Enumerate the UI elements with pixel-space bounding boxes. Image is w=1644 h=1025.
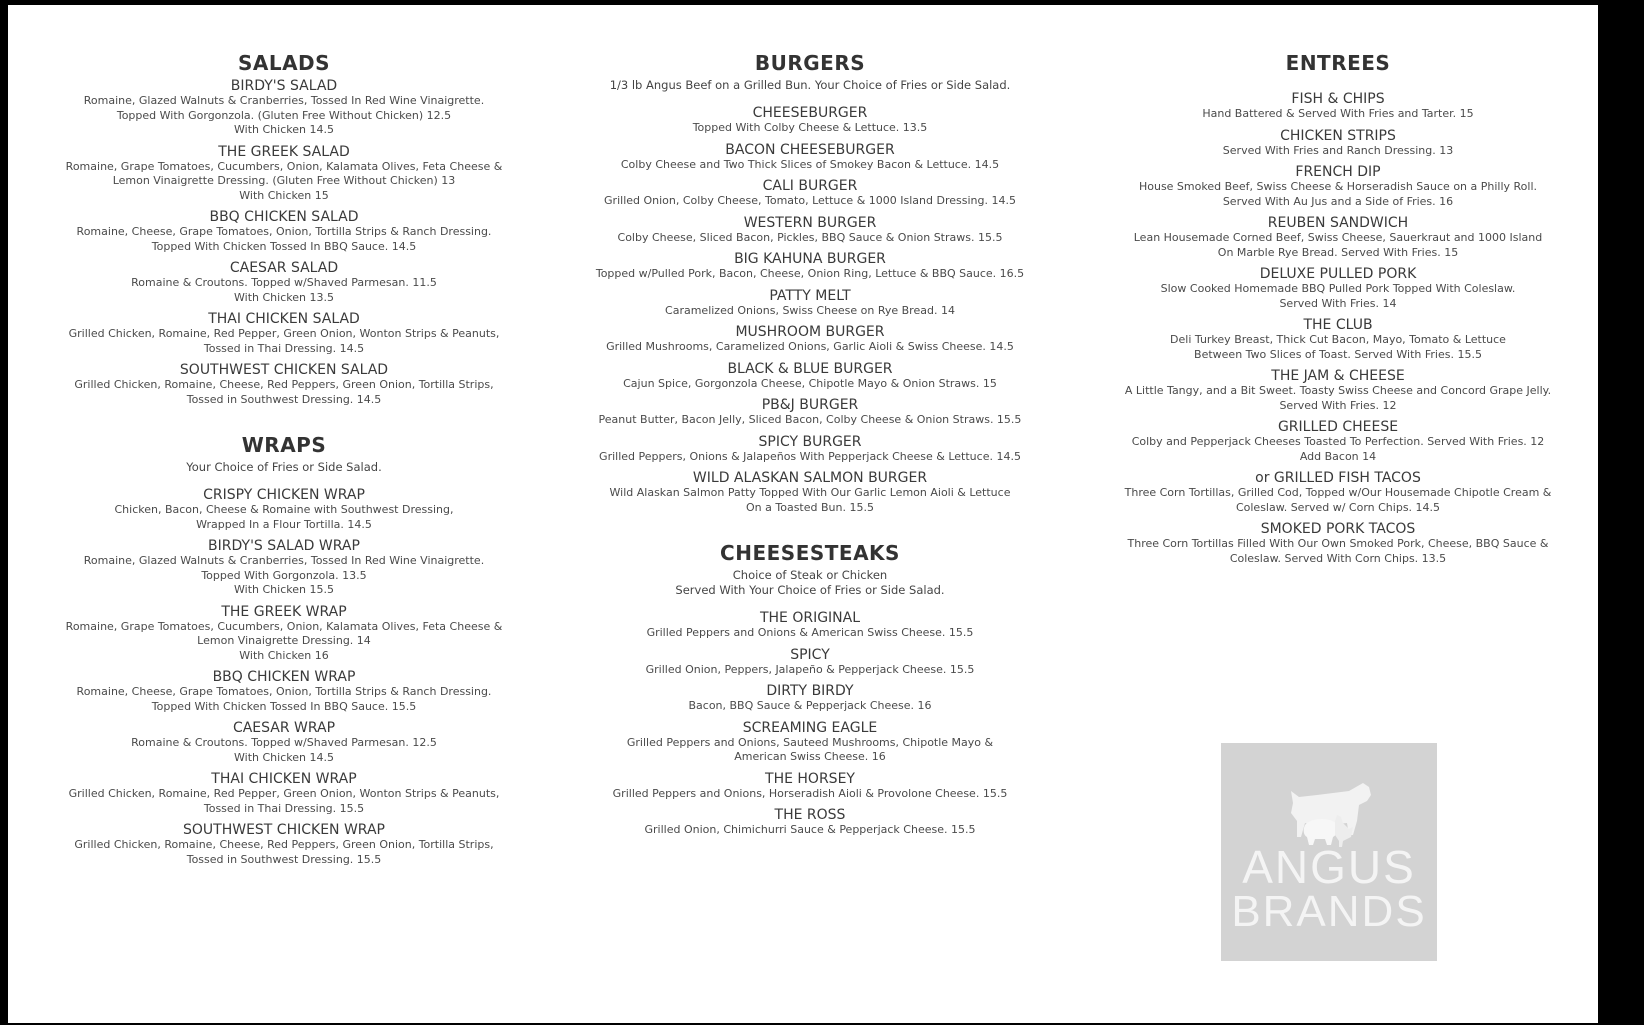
item-description: Lemon Vinaigrette Dressing. (Gluten Free Without Chicken) 13 <box>112 174 456 187</box>
item-name: CALI BURGER <box>762 178 858 194</box>
item-description: Three Corn Tortillas Filled With Our Own Smoked Pork, Cheese, BBQ Sauce & <box>1127 537 1549 550</box>
menu-item <box>580 361 1040 392</box>
item-name: BBQ CHICKEN WRAP <box>212 669 356 685</box>
section-salads <box>41 51 527 407</box>
logo-text-brands: BRANDS <box>1231 887 1427 936</box>
item-description: Romaine, Glazed Walnuts & Cranberries, Tossed In Red Wine Vinaigrette. <box>83 554 485 567</box>
item-name: THE ROSS <box>774 807 846 823</box>
item-description: Deli Turkey Breast, Thick Cut Bacon, Mayo, Tomato & Lettuce <box>1170 333 1506 346</box>
item-description: Tossed in Thai Dressing. 15.5 <box>203 801 365 815</box>
item-description: Hand Battered & Served With Fries and Tarter. 15 <box>1202 107 1474 120</box>
menu-item <box>580 324 1040 355</box>
item-name: WESTERN BURGER <box>743 214 877 231</box>
item-name: SMOKED PORK TACOS <box>1260 521 1416 537</box>
menu-item <box>580 771 1040 802</box>
menu-item <box>580 397 1040 428</box>
menu-item <box>1108 521 1568 566</box>
item-name: BIRDY'S SALAD <box>230 78 338 94</box>
item-name: THE JAM & CHEESE <box>1271 368 1405 384</box>
item-name: PB&J BURGER <box>761 397 859 413</box>
item-description: Grilled Onion, Peppers, Jalapeño & Pepperjack Cheese. 15.5 <box>645 662 975 676</box>
farm-animals-icon <box>1221 743 1437 961</box>
item-description: Romaine, Glazed Walnuts & Cranberries, Tossed In Red Wine Vinaigrette. <box>83 94 485 107</box>
menu-item <box>1108 368 1568 413</box>
item-description: On a Toasted Bun. 15.5 <box>746 500 874 514</box>
item-name: BIG KAHUNA BURGER <box>734 251 886 267</box>
item-name: THE HORSEY <box>765 770 855 787</box>
menu-item <box>41 362 527 407</box>
item-description: Wild Alaskan Salmon Patty Topped With Our Garlic Lemon Aioli & Lettuce <box>609 486 1011 499</box>
item-name: SPICY <box>790 646 830 663</box>
menu-item <box>580 720 1040 765</box>
item-description: Tossed in Southwest Dressing. 15.5 <box>186 852 382 866</box>
section-title-cheesesteaks: CHEESESTEAKS <box>720 541 900 565</box>
menu-item <box>580 807 1040 838</box>
item-description: Coleslaw. Served With Corn Chips. 13.5 <box>1229 551 1447 565</box>
section-subtitle: Choice of Steak or Chicken <box>732 568 888 582</box>
item-name: PATTY MELT <box>769 287 851 304</box>
menu-item <box>41 209 527 254</box>
item-name: SPICY BURGER <box>758 433 862 450</box>
item-description: Lean Housemade Corned Beef, Swiss Cheese, Sauerkraut and 1000 Island <box>1133 231 1543 244</box>
item-description: Served With Fries and Ranch Dressing. 13 <box>1222 143 1454 157</box>
item-name: BIRDY'S SALAD WRAP <box>208 538 360 554</box>
item-name: CHICKEN STRIPS <box>1280 127 1396 144</box>
column-left <box>41 51 527 867</box>
item-name: THE ORIGINAL <box>759 610 861 626</box>
section-subtitle: 1/3 lb Angus Beef on a Grilled Bun. Your Choice of Fries or Side Salad. <box>609 78 1011 92</box>
item-name: CRISPY CHICKEN WRAP <box>203 487 365 503</box>
column-right <box>1108 51 1568 566</box>
section-title-salads: SALADS <box>237 51 331 75</box>
menu-item <box>1108 317 1568 362</box>
section-entrees <box>1108 51 1568 566</box>
item-description: With Chicken 15.5 <box>234 583 334 596</box>
item-name: BLACK & BLUE BURGER <box>727 360 893 377</box>
item-description: Topped w/Pulled Pork, Bacon, Cheese, Onion Ring, Lettuce & BBQ Sauce. 16.5 <box>595 267 1025 280</box>
item-description: Caramelized Onions, Swiss Cheese on Rye Bread. 14 <box>665 303 955 317</box>
menu-item <box>41 538 527 598</box>
item-description: Topped With Gorgonzola. 13.5 <box>201 568 367 582</box>
menu-item <box>41 311 527 356</box>
item-description: On Marble Rye Bread. Served With Fries. 15 <box>1217 245 1459 259</box>
item-description: Grilled Peppers and Onions & American Swiss Cheese. 15.5 <box>646 626 974 639</box>
menu-item <box>580 215 1040 246</box>
item-name: WILD ALASKAN SALMON BURGER <box>692 470 928 486</box>
section-title-entrees: ENTREES <box>1285 51 1391 75</box>
menu-item <box>41 144 527 204</box>
menu-item <box>1108 164 1568 209</box>
menu-item <box>41 78 527 138</box>
item-description: Grilled Peppers and Onions, Horseradish Aioli & Provolone Cheese. 15.5 <box>612 786 1008 800</box>
item-description: Coleslaw. Served w/ Corn Chips. 14.5 <box>1235 500 1441 514</box>
section-subtitle: Served With Your Choice of Fries or Side Salad. <box>675 583 945 597</box>
item-description: Served With Au Jus and a Side of Fries. 16 <box>1222 194 1454 208</box>
item-description: Grilled Chicken, Romaine, Cheese, Red Peppers, Green Onion, Tortilla Strips, <box>74 838 494 851</box>
section-cheesesteaks <box>580 541 1040 838</box>
item-name: FRENCH DIP <box>1295 164 1381 180</box>
item-name: CAESAR SALAD <box>229 260 339 276</box>
angus-brands-logo <box>1221 743 1437 961</box>
menu-page <box>8 5 1598 1023</box>
item-description: Add Bacon 14 <box>1299 449 1377 463</box>
item-name: SOUTHWEST CHICKEN WRAP <box>183 822 385 838</box>
item-description: Grilled Chicken, Romaine, Red Pepper, Green Onion, Wonton Strips & Peanuts, <box>68 327 500 340</box>
item-description: Grilled Onion, Chimichurri Sauce & Pepperjack Cheese. 15.5 <box>644 823 976 836</box>
menu-item <box>580 178 1040 209</box>
item-description: Romaine & Croutons. Topped w/Shaved Parmesan. 11.5 <box>131 276 437 289</box>
menu-item <box>41 771 527 816</box>
item-name: DIRTY BIRDY <box>766 683 854 699</box>
menu-item <box>580 647 1040 678</box>
column-middle <box>580 51 1040 838</box>
menu-item <box>1108 91 1568 122</box>
item-description: Grilled Peppers and Onions, Sauteed Mushrooms, Chipotle Mayo & <box>626 735 994 749</box>
menu-item <box>41 604 527 664</box>
item-description: With Chicken 14.5 <box>234 123 334 136</box>
item-description: Topped With Colby Cheese & Lettuce. 13.5 <box>692 121 928 134</box>
menu-item <box>580 470 1040 515</box>
menu-item <box>580 251 1040 282</box>
item-name: THE GREEK SALAD <box>218 143 350 160</box>
item-name: CHEESEBURGER <box>752 105 868 121</box>
menu-item <box>1108 266 1568 311</box>
item-description: Between Two Slices of Toast. Served With Fries. 15.5 <box>1194 347 1482 361</box>
item-description: Peanut Butter, Bacon Jelly, Sliced Bacon, Colby Cheese & Onion Straws. 15.5 <box>598 413 1022 426</box>
item-description: Romaine, Grape Tomatoes, Cucumbers, Onion, Kalamata Olives, Feta Cheese & <box>65 619 503 633</box>
item-description: With Chicken 13.5 <box>234 290 334 304</box>
section-title-wraps: WRAPS <box>241 433 327 457</box>
menu-item <box>1108 419 1568 464</box>
menu-item <box>41 260 527 305</box>
item-name: or GRILLED FISH TACOS <box>1255 470 1421 486</box>
item-description: Grilled Mushrooms, Caramelized Onions, Garlic Aioli & Swiss Cheese. 14.5 <box>606 340 1014 353</box>
item-name: DELUXE PULLED PORK <box>1259 266 1417 282</box>
menu-item <box>580 105 1040 136</box>
item-name: REUBEN SANDWICH <box>1267 215 1409 231</box>
item-description: Bacon, BBQ Sauce & Pepperjack Cheese. 16 <box>688 699 932 712</box>
section-subtitle: Your Choice of Fries or Side Salad. <box>186 460 382 474</box>
item-description: Romaine, Cheese, Grape Tomatoes, Onion, Tortilla Strips & Ranch Dressing. <box>76 685 492 698</box>
item-description: Served With Fries. 12 <box>1279 398 1397 412</box>
menu-item <box>41 720 527 765</box>
logo-text-angus: ANGUS <box>1242 841 1416 893</box>
item-description: A Little Tangy, and a Bit Sweet. Toasty Swiss Cheese and Concord Grape Jelly. <box>1124 384 1552 397</box>
item-description: Three Corn Tortillas, Grilled Cod, Topped w/Our Housemade Chipotle Cream & <box>1124 486 1552 499</box>
item-name: GRILLED CHEESE <box>1277 419 1399 435</box>
item-description: Topped With Chicken Tossed In BBQ Sauce. 15.5 <box>151 699 417 713</box>
item-description: Tossed in Thai Dressing. 14.5 <box>203 341 365 355</box>
item-description: Colby and Pepperjack Cheeses Toasted To Perfection. Served With Fries. 12 <box>1131 435 1545 448</box>
item-description: Grilled Onion, Colby Cheese, Tomato, Lettuce & 1000 Island Dressing. 14.5 <box>604 194 1016 207</box>
item-description: House Smoked Beef, Swiss Cheese & Horseradish Sauce on a Philly Roll. <box>1138 180 1538 193</box>
item-description: Romaine, Cheese, Grape Tomatoes, Onion, Tortilla Strips & Ranch Dressing. <box>76 225 492 238</box>
item-description: Tossed in Southwest Dressing. 14.5 <box>186 392 382 406</box>
section-title-burgers: BURGERS <box>754 51 866 75</box>
item-description: Chicken, Bacon, Cheese & Romaine with Southwest Dressing, <box>114 503 454 516</box>
menu-item <box>580 610 1040 641</box>
item-description: With Chicken 15 <box>239 188 329 202</box>
item-description: Grilled Chicken, Romaine, Red Pepper, Green Onion, Wonton Strips & Peanuts, <box>68 787 500 800</box>
menu-item <box>1108 215 1568 260</box>
item-description: Wrapped In a Flour Tortilla. 14.5 <box>196 517 372 531</box>
item-name: FISH & CHIPS <box>1291 91 1385 107</box>
item-description: Grilled Chicken, Romaine, Cheese, Red Peppers, Green Onion, Tortilla Strips, <box>74 378 494 391</box>
item-description: Served With Fries. 14 <box>1279 296 1397 310</box>
item-description: Romaine & Croutons. Topped w/Shaved Parmesan. 12.5 <box>131 736 437 749</box>
menu-item <box>1108 470 1568 515</box>
item-name: BBQ CHICKEN SALAD <box>209 209 359 225</box>
item-name: THAI CHICKEN WRAP <box>211 771 357 787</box>
item-description: Topped With Gorgonzola. (Gluten Free Without Chicken) 12.5 <box>116 108 452 122</box>
item-description: With Chicken 16 <box>239 648 329 662</box>
item-description: Grilled Peppers, Onions & Jalapeños With Pepperjack Cheese & Lettuce. 14.5 <box>599 449 1021 463</box>
item-description: American Swiss Cheese. 16 <box>734 750 886 763</box>
item-name: THAI CHICKEN SALAD <box>208 311 360 327</box>
item-name: THE CLUB <box>1303 317 1373 333</box>
item-name: SCREAMING EAGLE <box>742 719 878 736</box>
item-name: THE GREEK WRAP <box>221 603 347 620</box>
menu-item <box>580 288 1040 319</box>
menu-item <box>1108 128 1568 159</box>
item-description: Romaine, Grape Tomatoes, Cucumbers, Onion, Kalamata Olives, Feta Cheese & <box>65 159 503 173</box>
menu-item <box>580 142 1040 173</box>
item-description: Colby Cheese and Two Thick Slices of Smokey Bacon & Lettuce. 14.5 <box>620 157 1000 171</box>
section-burgers <box>580 51 1040 515</box>
item-description: Topped With Chicken Tossed In BBQ Sauce. 14.5 <box>151 239 417 253</box>
item-name: BACON CHEESEBURGER <box>725 141 895 158</box>
menu-item <box>41 822 527 867</box>
item-name: CAESAR WRAP <box>232 720 336 736</box>
section-wraps <box>41 433 527 867</box>
menu-item <box>41 669 527 714</box>
item-name: SOUTHWEST CHICKEN SALAD <box>179 362 389 378</box>
item-description: Lemon Vinaigrette Dressing. 14 <box>197 634 371 647</box>
item-description: With Chicken 14.5 <box>234 750 334 764</box>
item-description: Colby Cheese, Sliced Bacon, Pickles, BBQ Sauce & Onion Straws. 15.5 <box>617 230 1003 244</box>
menu-item <box>41 487 527 532</box>
item-description: Slow Cooked Homemade BBQ Pulled Pork Topped With Coleslaw. <box>1160 282 1516 295</box>
menu-item <box>580 683 1040 714</box>
item-name: MUSHROOM BURGER <box>735 324 885 340</box>
item-description: Cajun Spice, Gorgonzola Cheese, Chipotle Mayo & Onion Straws. 15 <box>623 376 997 390</box>
menu-item <box>580 434 1040 465</box>
